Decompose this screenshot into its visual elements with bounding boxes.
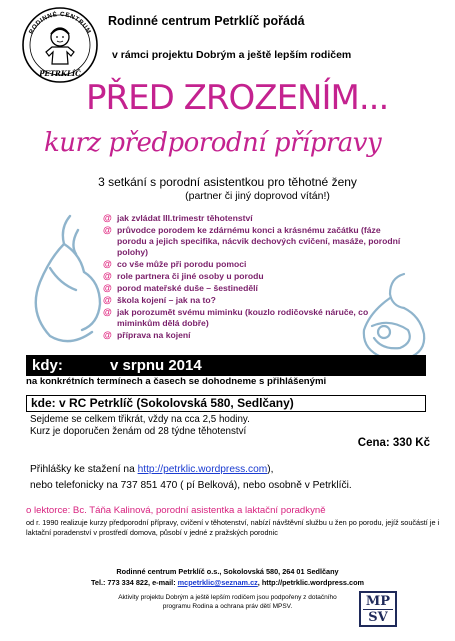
topic-text: průvodce porodem ke zdárnému konci a krásnému začátku (fáze porodu a jejich specifika, nácvik dechových cvičení, masáže, porodní polohy) [117,225,401,257]
topic-text: příprava na kojení [117,330,191,341]
list-item [103,271,403,282]
bullet-symbol: @ [103,213,112,223]
funding-note: Aktivity projektu Dobrým a ještě lepším rodičem jsou podpořeny z dotačního programu Rodina a ochrana práv dětí MPSV. [118,594,337,610]
email-link[interactable]: mcpetrklic@seznam.cz [177,578,258,587]
organizer-line: Rodinné centrum Petrklíč pořádá [108,14,305,28]
when-note: na konkrétních termínech a časech se dohodneme s přihlášenými [26,376,327,387]
bullet-symbol: @ [103,270,112,281]
price-label: Cena: 330 Kč [357,437,430,449]
lecturer-name: o lektorce: Bc. Táňa Kalinová, porodní asistentka a laktační poradkyně [26,505,326,516]
pregnant-woman-illustration [20,208,110,350]
flyer-title: PŘED ZROZENÍM... [86,78,389,118]
meetings-info: 3 setkání s porodní asistentkou pro těhotné ženy [98,175,357,189]
meeting-details [30,414,250,438]
topic-text: co vše může při porodu pomoci [117,258,247,269]
bullet-symbol: @ [103,295,112,306]
topic-text: jak zvládat III.trimestr těhotenství [117,213,253,223]
list-item [103,213,403,224]
when-bar [26,355,426,376]
partner-note: (partner či jiný doprovod vítán!) [185,190,330,202]
bullet-symbol: @ [103,282,112,293]
wordpress-link[interactable]: http://petrklic.wordpress.com [137,464,268,475]
footer-contact-suffix: , http://petrklic.wordpress.com [257,578,365,587]
mpsv-logo [359,591,397,627]
list-item [103,259,403,270]
footer-contact [0,578,455,587]
application-phone-line: nebo telefonicky na 737 851 470 ( pí Belková), nebo osobně v Petrklíči. [30,480,352,491]
project-line: v rámci projektu Dobrým a ještě lepším rodičem [112,49,352,61]
application-suffix: ), [267,464,274,475]
list-item [103,283,403,294]
topic-text: jak porozumět svému miminku (kouzlo rodičovské náruče, co miminkům dělá dobře) [117,307,369,328]
bullet-symbol: @ [103,258,112,269]
application-prefix: Přihlášky ke stažení na [30,464,138,475]
lecturer-description: od r. 1990 realizuje kurzy předporodní přípravy, cvičení v těhotenství, nabízí návštěvní službu u žen po porodu, jejíž součástí je i laktační poradenství v prostředí domova, působí v jedné z pražských porodnic [26,518,440,537]
bullet-symbol: @ [103,330,112,341]
logo-arc-text: RODINNÉ CENTRUM [27,10,93,36]
list-item [103,307,403,329]
course-topics-list [103,213,403,342]
when-label: kdy: [32,357,63,374]
logo-bottom-text: PETRKLÍČ [39,69,81,78]
list-item [103,295,403,306]
mpsv-logo-top: MP [363,594,393,610]
list-item [103,225,403,257]
application-info [30,462,352,494]
flyer-subtitle: kurz předporodní přípravy [44,128,382,158]
where-box: kde: v RC Petrklíč (Sokolovská 580, Sedlčany) [26,395,426,412]
bullet-symbol: @ [103,225,112,236]
list-item [103,330,403,341]
application-line [30,462,352,478]
footer-contact-prefix: Tel.: 773 334 822, e-mail: [90,578,178,587]
topic-text: škola kojení – jak na to? [117,295,216,306]
meeting-detail-line: Sejdeme se celkem třikrát, vždy na cca 2,5 hodiny. [30,414,250,425]
mpsv-logo-bottom: SV [368,610,388,625]
when-value: v srpnu 2014 [110,357,202,374]
bullet-symbol: @ [103,307,112,318]
footer-organization: Rodinné centrum Petrklíč o.s., Sokolovská 580, 264 01 Sedlčany [116,567,339,576]
meeting-detail-line: Kurz je doporučen ženám od 28 týdne těhotenství [30,426,247,437]
petrklic-logo [16,4,104,86]
topic-text: porod mateřské duše – šestinedělí [117,282,258,293]
topic-text: role partnera či jiné osoby u porodu [117,270,264,281]
